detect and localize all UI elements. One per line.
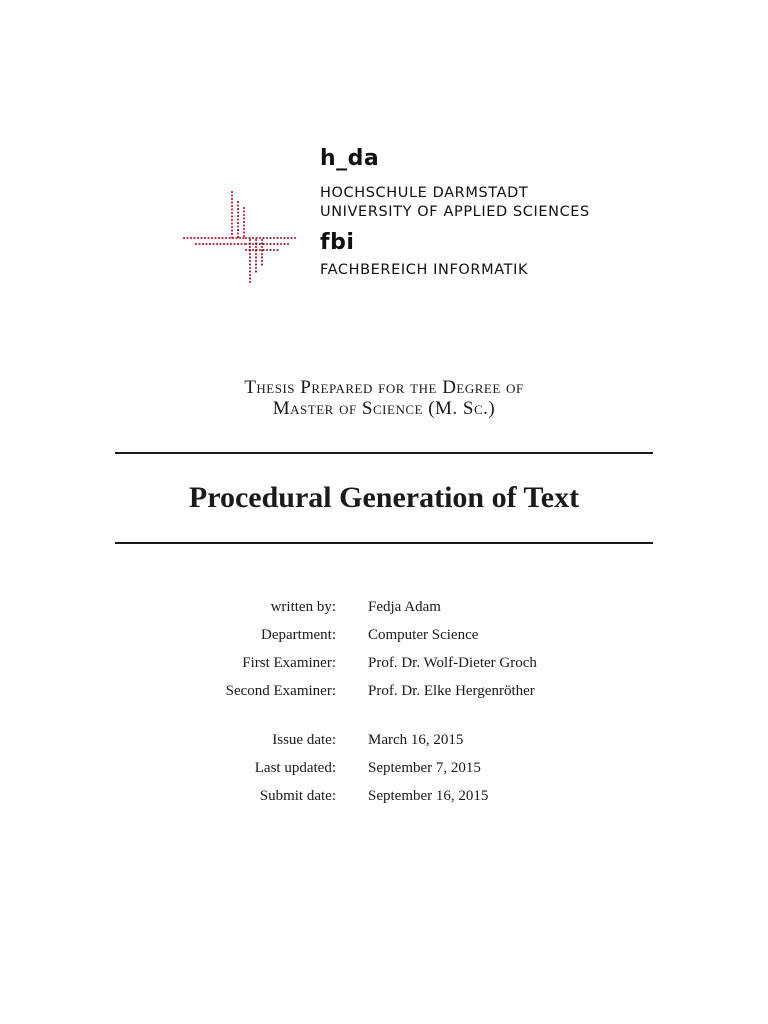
title-rule-bottom — [115, 542, 653, 544]
meta-label: First Examiner: — [242, 655, 336, 671]
meta-value: Fedja Adam — [368, 599, 441, 615]
university-name-line1: HOCHSCHULE DARMSTADT — [320, 185, 529, 201]
meta-value: Prof. Dr. Wolf-Dieter Groch — [368, 655, 537, 671]
thesis-degree-line1: Thesis Prepared for the Degree of — [244, 377, 524, 398]
thesis-metadata — [0, 596, 768, 813]
meta-row-last-updated — [0, 757, 768, 785]
brand-hda: h_da — [320, 146, 380, 171]
hda-dot-cross-logo-icon — [180, 188, 300, 288]
meta-value: September 16, 2015 — [368, 788, 489, 804]
meta-row-second-examiner — [0, 680, 768, 708]
meta-row-issue-date — [0, 729, 768, 757]
meta-row-first-examiner — [0, 652, 768, 680]
department-name: FACHBEREICH INFORMATIK — [320, 262, 529, 278]
meta-value: September 7, 2015 — [368, 760, 481, 776]
meta-label: Issue date: — [272, 732, 336, 748]
meta-label: Second Examiner: — [225, 683, 336, 699]
meta-row-author — [0, 596, 768, 624]
thesis-degree-label — [0, 377, 768, 419]
title-rule-top — [115, 452, 653, 454]
thesis-title: Procedural Generation of Text — [188, 481, 580, 514]
thesis-degree-line2: Master of Science (M. Sc.) — [272, 398, 496, 419]
meta-row-department — [0, 624, 768, 652]
meta-label: Last updated: — [254, 760, 336, 776]
meta-label: Submit date: — [259, 788, 336, 804]
university-name-line2: UNIVERSITY OF APPLIED SCIENCES — [320, 204, 590, 220]
meta-value: March 16, 2015 — [368, 732, 464, 748]
logo-text — [320, 144, 590, 280]
brand-fbi: fbi — [320, 230, 355, 255]
meta-label: written by: — [270, 599, 336, 615]
meta-value: Computer Science — [368, 627, 479, 643]
university-logo — [160, 128, 620, 323]
meta-value: Prof. Dr. Elke Hergenröther — [368, 683, 535, 699]
meta-label: Department: — [261, 627, 336, 643]
meta-row-submit-date — [0, 785, 768, 813]
